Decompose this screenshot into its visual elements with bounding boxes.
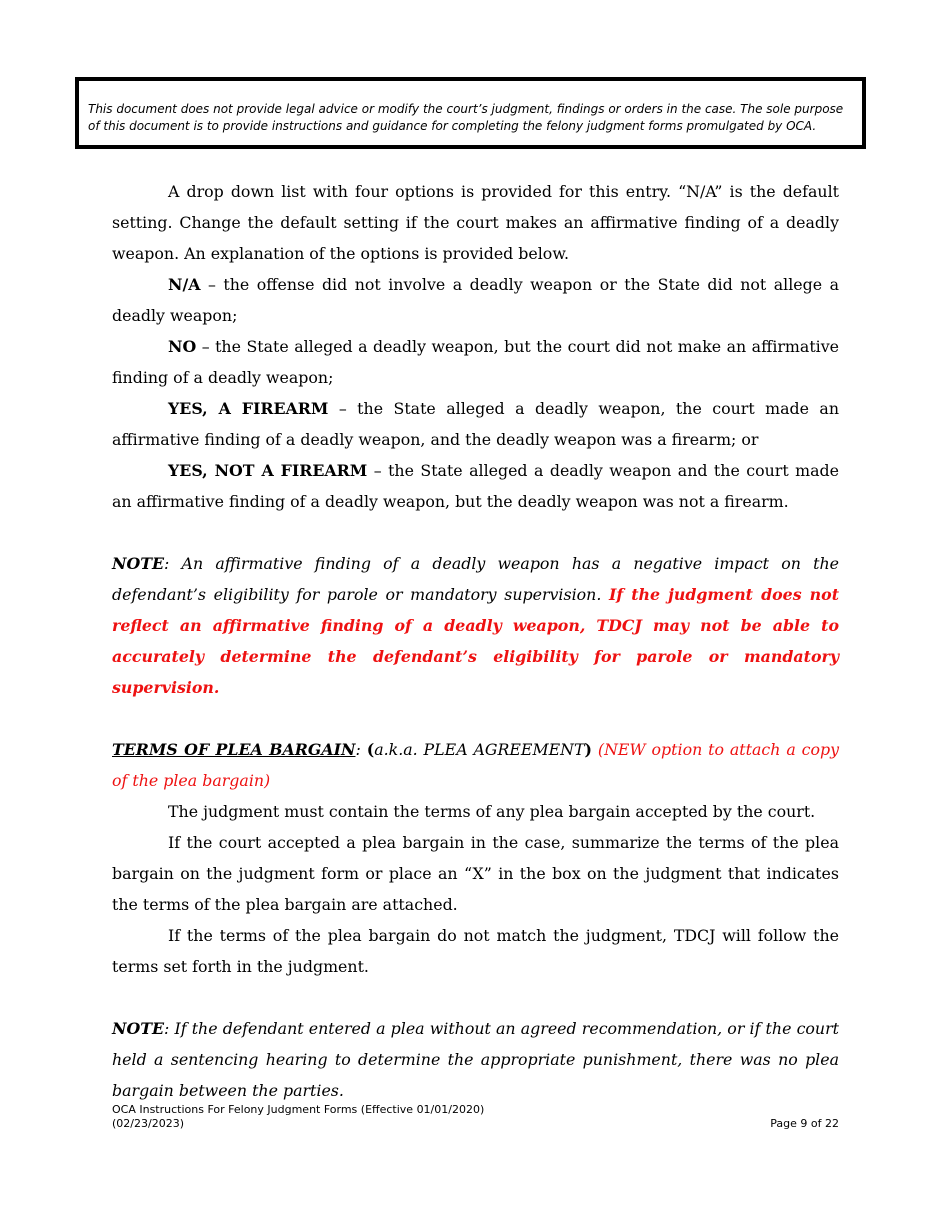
note-plea	[112, 1013, 839, 1106]
plea-new-option: (NEW option to attach a copy of the plea bargain)	[112, 740, 840, 790]
option-term: YES, NOT A FIREARM	[168, 461, 368, 480]
note-deadly-weapon	[112, 548, 839, 703]
option-no	[112, 331, 839, 393]
option-yes-not-firearm	[112, 455, 839, 517]
footer-date: (02/23/2023)	[112, 1117, 184, 1130]
option-yes-firearm	[112, 393, 839, 455]
plea-heading-colon: :	[355, 740, 367, 759]
option-term: N/A	[168, 275, 201, 294]
note-text: If the defendant entered a plea without an agreed recommendation, or if the court held a sentencing hearing to determine the appropriate punishment, there was no plea bargain between the parties.	[112, 1019, 839, 1100]
paren-close: )	[584, 740, 593, 759]
note-text: An affirmative finding of a deadly weapon has a negative impact on the defendant’s eligibility for parole or mandatory supervision.	[112, 554, 839, 604]
footer-title: OCA Instructions For Felony Judgment Forms (Effective 01/01/2020)	[112, 1103, 485, 1116]
paren-open: (	[366, 740, 375, 759]
plea-heading-line	[112, 734, 839, 796]
page-number: Page 9 of 22	[770, 1117, 839, 1130]
note-label: NOTE	[112, 1019, 164, 1038]
option-desc: – the State alleged a deadly weapon, the court made an affirmative finding of a deadly weapon, and the deadly weapon was a firearm; or	[112, 399, 839, 449]
disclaimer-text: This document does not provide legal advice or modify the court’s judgment, findings or orders in the case. The sole purpose of this document is to provide instructions and guidance for completing the felony judgment forms promulgated by OCA.	[88, 102, 844, 133]
document-body	[112, 176, 839, 1106]
option-desc: – the State alleged a deadly weapon, but the court did not make an affirmative finding of a deadly weapon;	[112, 337, 839, 387]
plea-aka: a.k.a. PLEA AGREEMENT	[374, 740, 585, 759]
plea-heading: TERMS OF PLEA BARGAIN	[112, 740, 356, 759]
option-desc: – the State alleged a deadly weapon and the court made an affirmative finding of a deadly weapon, but the deadly weapon was not a firearm.	[112, 461, 839, 511]
option-desc: – the offense did not involve a deadly weapon or the State did not allege a deadly weapon;	[112, 275, 839, 325]
note-colon: :	[164, 554, 170, 573]
intro-paragraph: A drop down list with four options is provided for this entry. “N/A” is the default setting. Change the default setting if the court makes an affirmative finding of a deadly weapon. An explanation of the options is provided below.	[112, 182, 839, 263]
option-term: YES, A FIREARM	[168, 399, 329, 418]
plea-paragraph-2: If the court accepted a plea bargain in the case, summarize the terms of the plea bargain on the judgment form or place an “X” in the box on the judgment that indicates the terms of the plea bargain are attached.	[112, 833, 839, 914]
page-footer	[112, 1103, 839, 1131]
disclaimer-box	[75, 77, 866, 149]
plea-paragraph-1: The judgment must contain the terms of any plea bargain accepted by the court.	[168, 802, 816, 821]
note-colon: :	[164, 1019, 170, 1038]
option-na	[112, 269, 839, 331]
option-term: NO	[168, 337, 197, 356]
plea-paragraph-3: If the terms of the plea bargain do not match the judgment, TDCJ will follow the terms set forth in the judgment.	[112, 926, 839, 976]
note-warning: If the judgment does not reflect an affirmative finding of a deadly weapon, TDCJ may not be able to accurately determine the defendant’s eligibility for parole or mandatory supervision.	[112, 585, 839, 697]
note-label: NOTE	[112, 554, 164, 573]
